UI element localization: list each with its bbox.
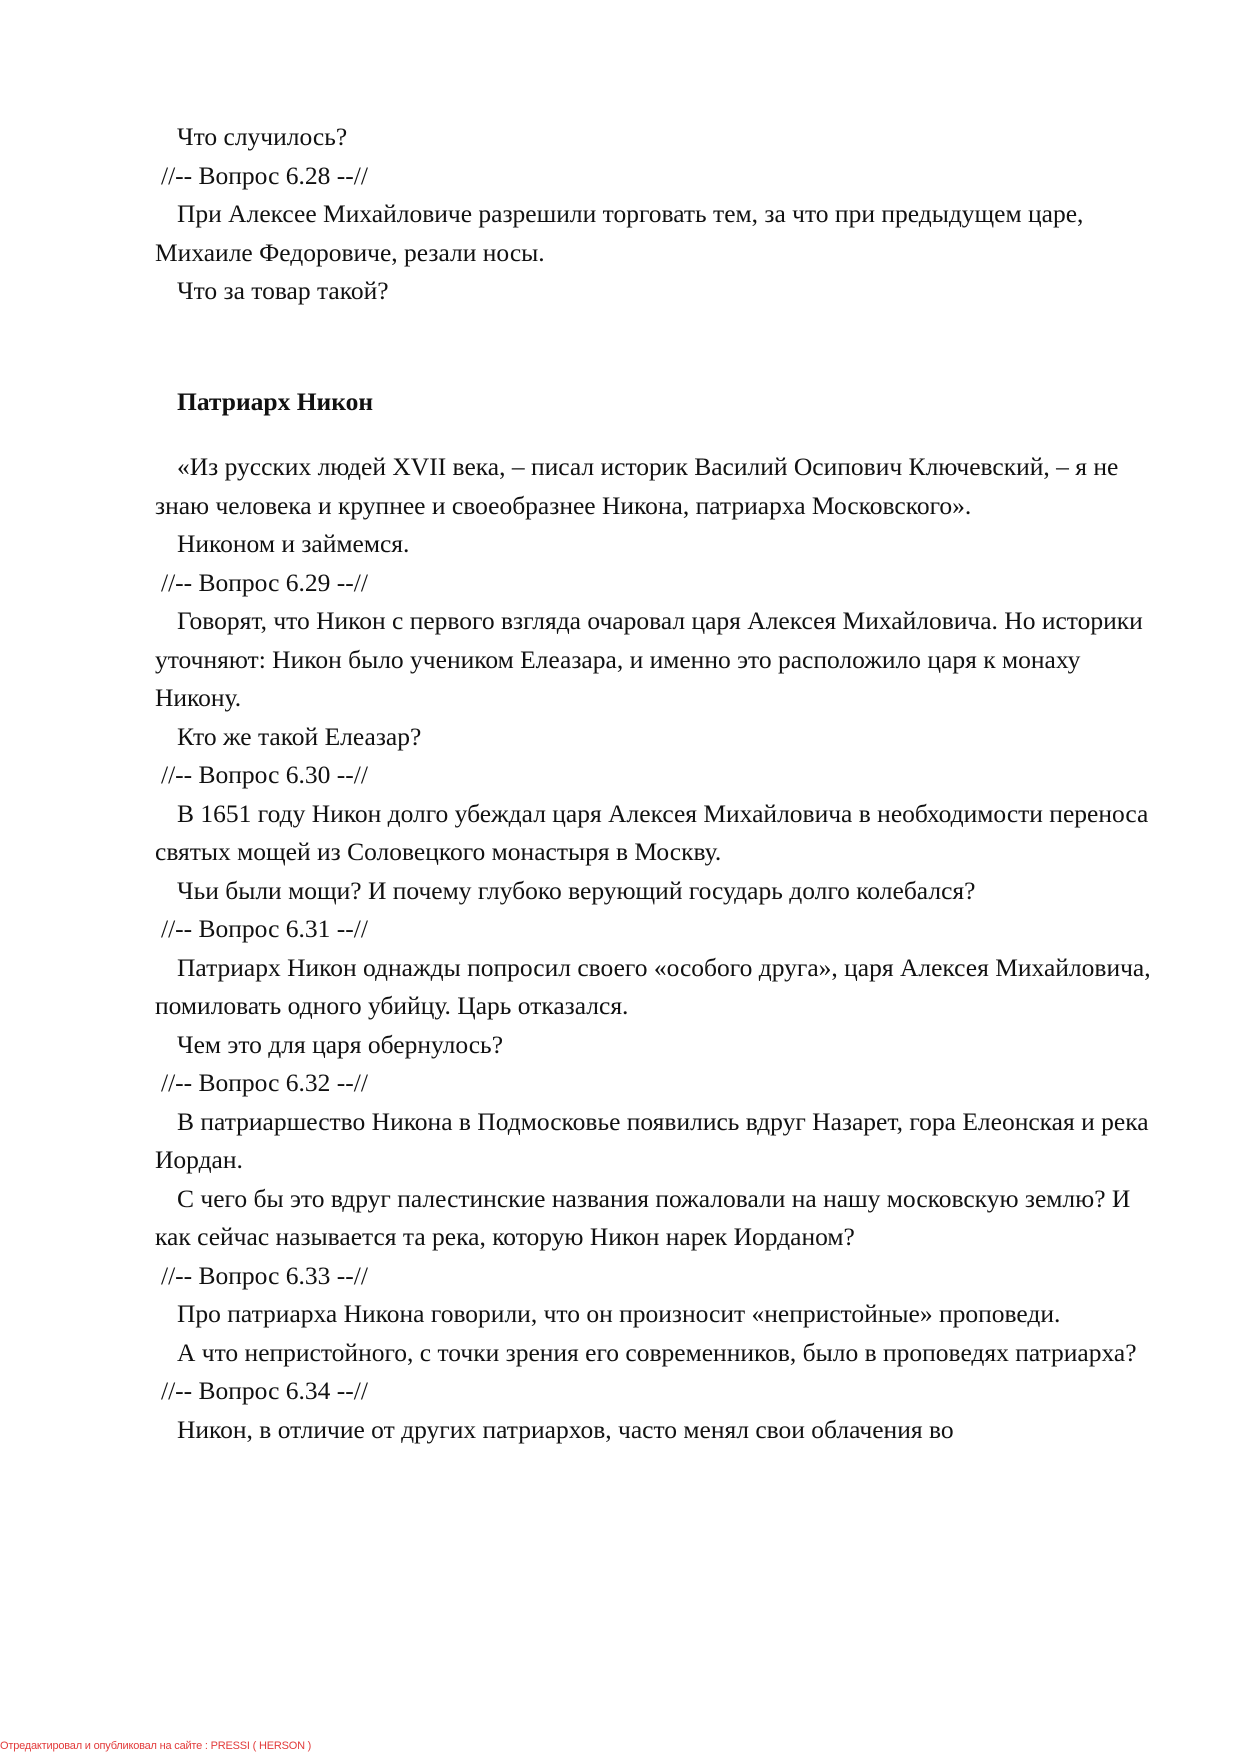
document-page bbox=[155, 118, 1157, 1449]
paragraph: Патриарх Никон однажды попросил своего «особого друга», царя Алексея Михайловича, помиловать одного убийцу. Царь отказался. bbox=[155, 952, 1151, 1020]
question-number: //-- Вопрос 6.30 --// bbox=[161, 760, 368, 789]
paragraph: «Из русских людей XVII века, – писал историк Василий Осипович Ключевский, – я не знаю человека и крупнее и своеобразнее Никона, патриарха Московского». bbox=[155, 452, 1119, 520]
section-gap bbox=[177, 311, 1157, 383]
paragraph: Что случилось? bbox=[177, 122, 348, 151]
text-section-before-heading bbox=[155, 118, 1157, 311]
question-number: //-- Вопрос 6.31 --// bbox=[161, 914, 368, 943]
paragraph: С чего бы это вдруг палестинские названия пожаловали на нашу московскую землю? И как сейчас называется та река, которую Никон нарек Иорданом? bbox=[155, 1183, 1131, 1251]
question-number: //-- Вопрос 6.33 --// bbox=[161, 1260, 368, 1290]
question-number: //-- Вопрос 6.28 --// bbox=[161, 160, 368, 190]
paragraph: Чем это для царя обернулось? bbox=[177, 1029, 504, 1059]
paragraph: Никоном и займемся. bbox=[177, 529, 410, 558]
paragraph: Чьи были мощи? И почему глубоко верующий государь долго колебался? bbox=[177, 875, 976, 905]
paragraph: Про патриарха Никона говорили, что он произносит «непристойные» проповеди. bbox=[177, 1299, 1061, 1328]
text-section-after-heading bbox=[155, 448, 1157, 1449]
question-number: //-- Вопрос 6.34 --// bbox=[161, 1376, 368, 1405]
paragraph: Что за товар такой? bbox=[177, 276, 389, 305]
paragraph: Кто же такой Елеазар? bbox=[177, 721, 422, 751]
paragraph: В 1651 году Никон долго убеждал царя Алексея Михайловича в необходимости переноса святых мощей из Соловецкого монастыря в Москву. bbox=[155, 798, 1149, 866]
paragraph: Говорят, что Никон с первого взгляда очаровал царя Алексея Михайловича. Но историки уточняют: Никон было учеником Елеазара, и именно это расположило царя к монаху Никону. bbox=[155, 606, 1143, 712]
section-heading: Патриарх Никон bbox=[177, 386, 374, 416]
paragraph: Никон, в отличие от других патриархов, часто менял свои облачения во bbox=[177, 1414, 954, 1444]
paragraph: В патриаршество Никона в Подмосковье появились вдруг Назарет, гора Елеонская и река Иордан. bbox=[155, 1106, 1149, 1174]
question-number: //-- Вопрос 6.29 --// bbox=[161, 567, 368, 597]
publisher-footer: Отредактировал и опубликовал на сайте : PRESSI ( HERSON ) bbox=[0, 1740, 312, 1752]
paragraph: При Алексее Михайловиче разрешили торговать тем, за что при предыдущем царе, Михаиле Федоровиче, резали носы. bbox=[155, 199, 1084, 267]
question-number: //-- Вопрос 6.32 --// bbox=[161, 1068, 368, 1097]
paragraph: А что непристойного, с точки зрения его современников, было в проповедях патриарха? bbox=[177, 1337, 1137, 1367]
heading-gap bbox=[177, 421, 1157, 448]
